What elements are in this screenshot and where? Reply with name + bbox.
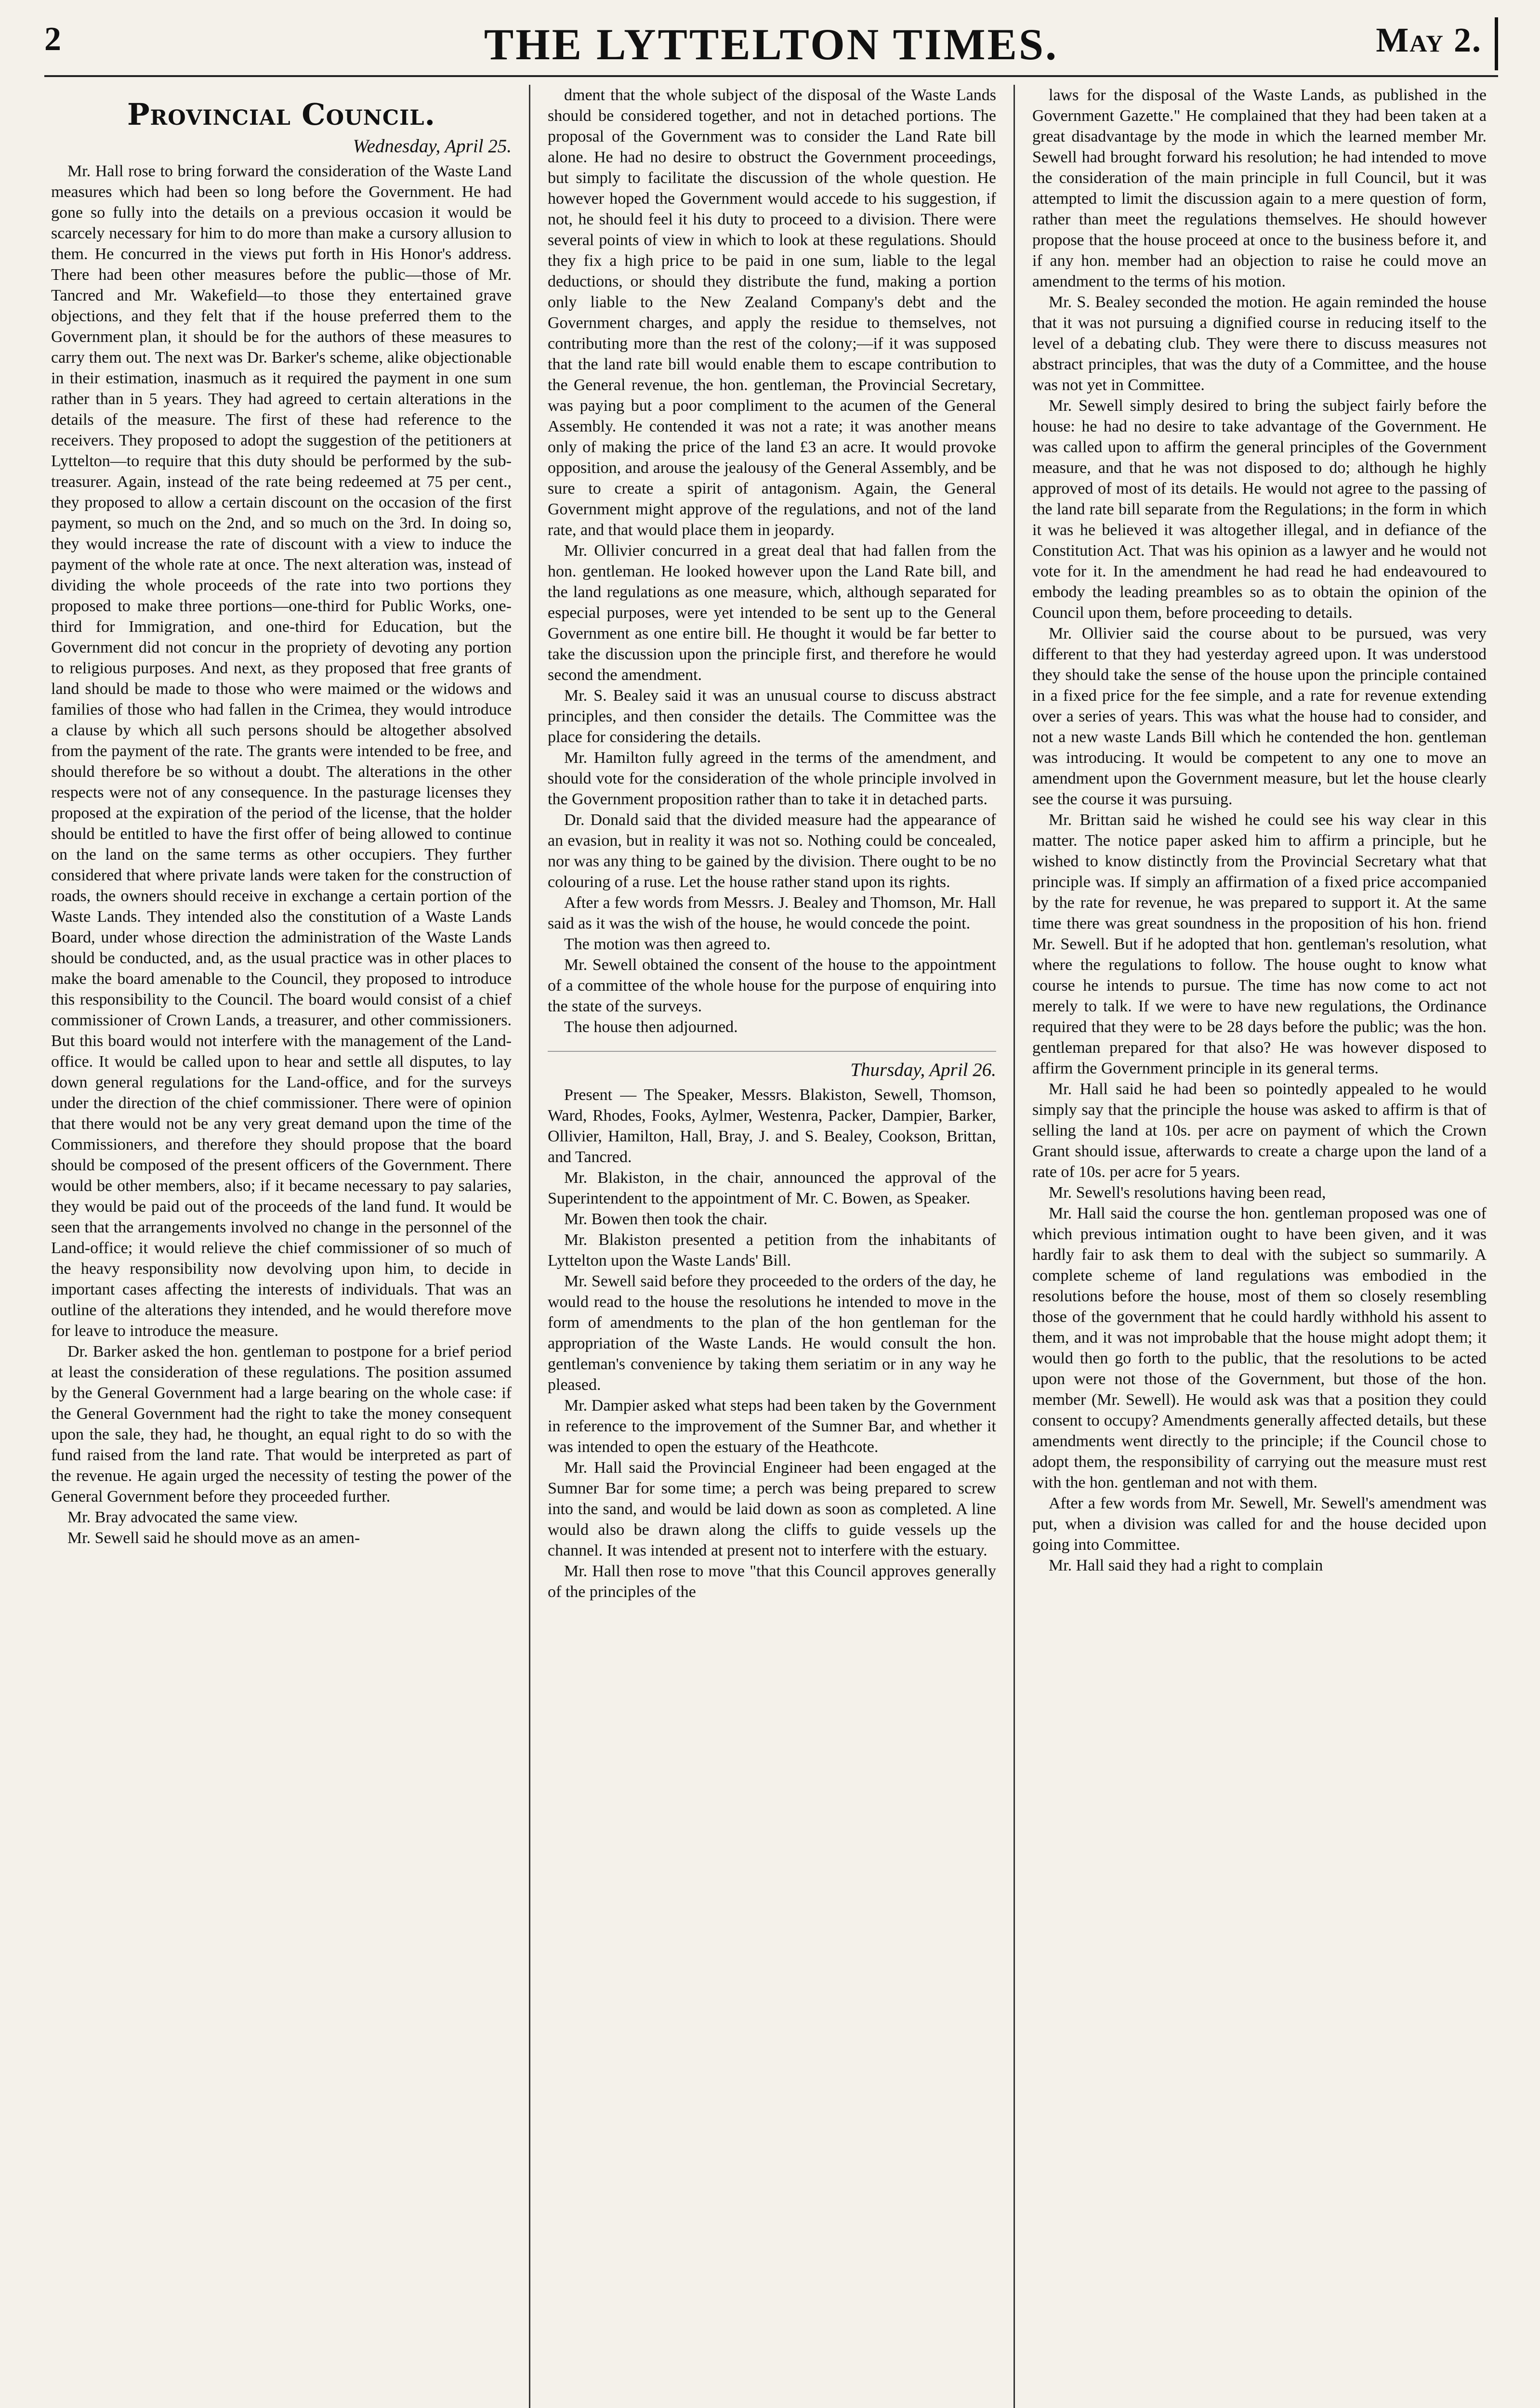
paragraph: Mr. Ollivier said the course about to be pursued, was very different to that they had yesterday agreed upon. It was understood they should take the sense of the house upon the principle contained in a fixed price for the fee simple, and a rate for revenue extending over a series of years. This was what the house had to consider, and not a new waste Lands Bill which he contended the hon. gentleman was introducing. It would be competent to any one to move an amendment upon the Government measure, but let the house clearly see the course it was pursuing. <box>1032 625 1487 808</box>
page-number: 2 <box>44 21 62 58</box>
paragraph: Mr. Dampier asked what steps had been taken by the Government in reference to the improvement of the Sumner Bar, and whether it was intended to open the estuary of the Heathcote. <box>548 1397 996 1456</box>
paragraph: Mr. Bowen then took the chair. <box>564 1210 768 1228</box>
dateline-thursday: Thursday, April 26. <box>850 1060 996 1080</box>
paragraph: Mr. Bray advocated the same view. <box>67 1508 298 1526</box>
paragraph: Mr. Brittan said he wished he could see his way clear in this matter. The notice paper asked him to affirm a principle, but he wished to know distinctly from the Provincial Secretary what that principle was. If simply an affirmation of a fixed price accompanied by the rate for revenue, he was prepared to support it. At the same time there was great soundness in the proposition of his hon. friend Mr. Sewell. But if he adopted that hon. gentleman's resolution, what where the regulations to follow. The house ought to know what course he intends to pursue. The time has now come to act not merely to talk. If we were to have new regulations, the Ordinance required that they were to be 28 days before the public; was the hon. gentleman prepared for that also? He was however disposed to affirm the Government principle in its general terms. <box>1032 811 1487 1077</box>
newspaper-page <box>44 17 1498 2408</box>
paragraph: Mr. S. Bealey seconded the motion. He again reminded the house that it was not pursuing a dignified course in reducing itself to the level of a debating club. They were there to discuss measures not abstract principles, that was the duty of a Committee, and the house was not yet in Committee. <box>1032 293 1487 394</box>
paragraph: Mr. Hall said the Provincial Engineer had been engaged at the Sumner Bar for some time; a perch was being prepared to screw into the sand, and would be laid down as soon as completed. A line would also be drawn along the cliffs to guide vessels up the channel. It was intended at present not to interfere with the estuary. <box>548 1459 996 1559</box>
paragraph: Mr. Hall said they had a right to complain <box>1049 1557 1323 1574</box>
paragraph: Mr. Ollivier concurred in a great deal that had fallen from the hon. gentleman. He looked however upon the Land Rate bill, and the land regulations as one measure, which, although separated for especial purposes, were yet intended to be sent up to the General Government as one entire bill. He thought it would be far better to take the discussion upon the principle first, and therefore he would second the amendment. <box>548 542 996 684</box>
paragraph: Mr. Hamilton fully agreed in the terms of the amendment, and should vote for the consideration of the whole principle involved in the Government proposition rather than to take it in detached parts. <box>548 749 996 808</box>
paragraph: Mr. S. Bealey said it was an unusual course to discuss abstract principles, and then consider the details. The Committee was the place for considering the details. <box>548 687 996 746</box>
edge-rule <box>1495 17 1498 70</box>
issue-date: May 2. <box>1376 21 1482 59</box>
paragraph: After a few words from Messrs. J. Bealey and Thomson, Mr. Hall said as it was the wish of the house, he would concede the point. <box>548 894 996 932</box>
column-3 <box>1014 85 1498 2408</box>
paragraph: laws for the disposal of the Waste Lands, as published in the Government Gazette." He complained that they had been taken at a great disadvantage by the mode in which the learned member Mr. Sewell had brought forward his resolution; he had intended to move the consideration of the main principle in full Council, but it was attempted to limit the discussion again to a mere question of form, rather than meet the regulations themselves. He should however propose that the house proceed at once to the business before it, and if any hon. member had an objection to raise he could move an amendment to the terms of his motion. <box>1032 86 1487 290</box>
paragraph: Mr. Sewell said he should move as an amen- <box>67 1529 360 1547</box>
paragraph: The motion was then agreed to. <box>564 935 771 953</box>
column-2 <box>529 85 1014 2408</box>
paragraph: Mr. Sewell said before they proceeded to the orders of the day, he would read to the house the resolutions he intended to move in the form of amendments to the plan of the hon gentleman for the appropriation of the Waste Lands. He would consult the hon. gentleman's convenience by taking them seriatim or in any way he pleased. <box>548 1272 996 1394</box>
column-1 <box>44 85 529 2408</box>
paragraph: Mr. Hall then rose to move "that this Council approves generally of the principles of the <box>548 1562 996 1601</box>
paragraph: Mr. Sewell simply desired to bring the subject fairly before the house: he had no desire to take advantage of the Government. He was called upon to affirm the general principles of the Government measure, and that he was not disposed to do; although he highly approved of most of its details. He would not agree to the passing of the land rate bill separate from the Regulations; in the form in which it was he believed it was altogether illegal, and in defiance of the Constitution Act. That was his opinion as a lawyer and he would not vote for it. In the amendment he had read he had endeavoured to embody the leading preambles so as to obtain the opinion of the Council upon them, before proceeding to details. <box>1032 397 1487 622</box>
paragraph: Mr. Hall rose to bring forward the consideration of the Waste Land measures which had been so long before the Government. He had gone so fully into the details on a previous occasion it would be scarcely necessary for him to do more than make a cursory allusion to them. He concurred in the views put forth in His Honor's address. There had been other measures before the public—those of Mr. Tancred and Mr. Wakefield—to those they entertained grave objections, and they felt that if the house preferred them to the Government plan, it should be for the authors of these measures to carry them out. The next was Dr. Barker's scheme, alike objectionable in their estimation, inasmuch as it required the payment in one sum rather than in 5 years. They had agreed to certain alterations in the details of the measure. The first of these had reference to the receivers. They proposed to adopt the suggestion of the petitioners at Lyttelton—to require that this duty should be performed by the sub-treasurer. Again, instead of the rate being redeemed at 75 per cent., they proposed to allow a certain discount on the occasion of the first payment, so much on the 2nd, and so much on the 3rd. In doing so, they would increase the rate of discount with a view to induce the payment of the whole rate at once. The next alteration was, instead of dividing the whole proceeds of the rate into two portions they proposed to make three portions—one-third for Public Works, one-third for Immigration, and one-third for Education, but the Government did not concur in the propriety of devoting any portion to religious purposes. And next, as they proposed that free grants of land should be made to those who were maimed or the widows and families of those who had fallen in the Crimea, they would introduce a clause by which all such persons should be altogether absolved from the payment of the rate. The grants were intended to be free, and should therefore be so without a doubt. The alterations in the other respects were not of any consequence. In the pasturage licenses they proposed at the expiration of the period of the license, that the holder should be entitled to have the first offer of being allowed to continue on the land on the same terms as other occupiers. They further considered that where private lands were taken for the construction of roads, the owners should receive in exchange a certain portion of the Waste Lands. They intended also the constitution of a Waste Lands Board, under whose direction the administration of the Waste Lands should be conducted, and, as the usual practice was in other places to make the board amenable to the Council, they proposed to introduce this responsibility to the Council. The board would consist of a chief commissioner of Crown Lands, a treasurer, and other commissioners. But this board would not interfere with the management of the Land-office. It would be called upon to hear and settle all disputes, to lay down general regulations for the Land-office, and for the surveys under the direction of the chief commissioner. There were of opinion that there would not be any very great demand upon the time of the Commissioners, and therefore they should propose that the board should be composed of the present officers of the Government. There would be other members, also; if it became necessary to pay salaries, they would be paid out of the proceeds of the land fund. It would be seen that the arrangements involved no change in the personnel of the Land-office; it would relieve the chief commissioner of so much of the heavy responsibility now devolving upon him, to decide in important cases affecting the interests of individuals. That was an outline of the alterations they intended, and he would therefore move for leave to introduce the measure. <box>51 162 512 1340</box>
section-heading: Provincial Council. <box>127 97 436 132</box>
paragraph: Mr. Sewell's resolutions having been read, <box>1049 1184 1326 1202</box>
paragraph: Present — The Speaker, Messrs. Blakiston, Sewell, Thomson, Ward, Rhodes, Fooks, Aylmer, Westenra, Packer, Dampier, Barker, Ollivier, Hamilton, Hall, Bray, J. and S. Bealey, Cookson, Brittan, and Tancred. <box>548 1086 996 1166</box>
paragraph: Mr. Hall said the course the hon. gentleman proposed was one of which previous intimation ought to have been given, and it was hardly fair to ask them to deal with the subject so summarily. A complete scheme of land regulations was embodied in the resolutions before the house, most of them so closely resembling those of the government that he could hardly withhold his assent to them, and it was not improbable that the house might adopt them; it would then go forth to the public, that the resolutions to be acted upon were not those of the Government, but those of the hon. member (Mr. Sewell). He would ask was that a position they could consent to occupy? Amendments generally affected details, but these amendments went directly to the principle; if the Council chose to adopt them, the responsibility of carrying out the measure must rest with the hon. gentleman and not with them. <box>1032 1204 1487 1492</box>
paragraph: The house then adjourned. <box>564 1018 738 1036</box>
paragraph: dment that the whole subject of the disposal of the Waste Lands should be considered together, and not in detached portions. The proposal of the Government was to consider the Land Rate bill alone. He had no desire to obstruct the Government proceedings, but simply to facilitate the discussion of the whole question. He however hoped the Government would accede to his suggestion, if not, he should feel it his duty to proceed to a division. There were several points of view in which to look at these regulations. Should they fix a high price to be paid in one sum, liable to the legal deductions, or should they distribute the fund, making a portion only liable to the New Zealand Company's debt and the Government charges, and apply the residue to themselves, not contributing more than the rest of the colony;—if it was supposed that the land rate bill would enable them to escape contribution to the General revenue, the hon. gentleman, the Provincial Secretary, was paying but a poor compliment to the acumen of the General Assembly. He contended it was not a rate; it was another means only of making the price of the land £3 an acre. It would provoke opposition, and arouse the jealousy of the General Assembly, and be sure to create a spirit of antagonism. Again, the General Government might approve of the regulations, and not of the land rate, and that would place them in jeopardy. <box>548 86 996 539</box>
paragraph: After a few words from Mr. Sewell, Mr. Sewell's amendment was put, when a division was called for and the house decided upon going into Committee. <box>1032 1494 1487 1554</box>
paragraph: Dr. Donald said that the divided measure had the appearance of an evasion, but in reality it was not so. Nothing could be concealed, nor was any thing to be gained by the division. There ought to be no colouring of a ruse. Let the house rather stand upon its rights. <box>548 811 996 891</box>
paragraph: Mr. Blakiston presented a petition from the inhabitants of Lyttelton upon the Waste Lands' Bill. <box>548 1231 996 1269</box>
newspaper-title: THE LYTTELTON TIMES. <box>484 20 1059 69</box>
paragraph: Mr. Sewell obtained the consent of the house to the appointment of a committee of the whole house for the purpose of enquiring into the state of the surveys. <box>548 956 996 1015</box>
article-columns <box>44 85 1498 2408</box>
paragraph: Dr. Barker asked the hon. gentleman to postpone for a brief period at least the consideration of these regulations. The position assumed by the General Government had a large bearing on the whole case: if the General Government had the right to take the money consequent upon the sale, they had, he thought, an equal right to do so with the fund raised from the land rate. That would be interpreted as part of the revenue. He again urged the necessity of testing the power of the General Government before they proceeded further. <box>51 1343 512 1505</box>
masthead <box>44 17 1498 77</box>
section-divider <box>548 1051 996 1052</box>
dateline-wednesday: Wednesday, April 25. <box>353 136 512 157</box>
paragraph: Mr. Blakiston, in the chair, announced the approval of the Superintendent to the appointment of Mr. C. Bowen, as Speaker. <box>548 1169 996 1207</box>
paragraph: Mr. Hall said he had been so pointedly appealed to he would simply say that the principle the house was asked to affirm is that of selling the land at 10s. per acre on payment of which the Crown Grant should issue, afterwards to create a charge upon the land of a rate of 10s. per acre for 5 years. <box>1032 1080 1487 1181</box>
